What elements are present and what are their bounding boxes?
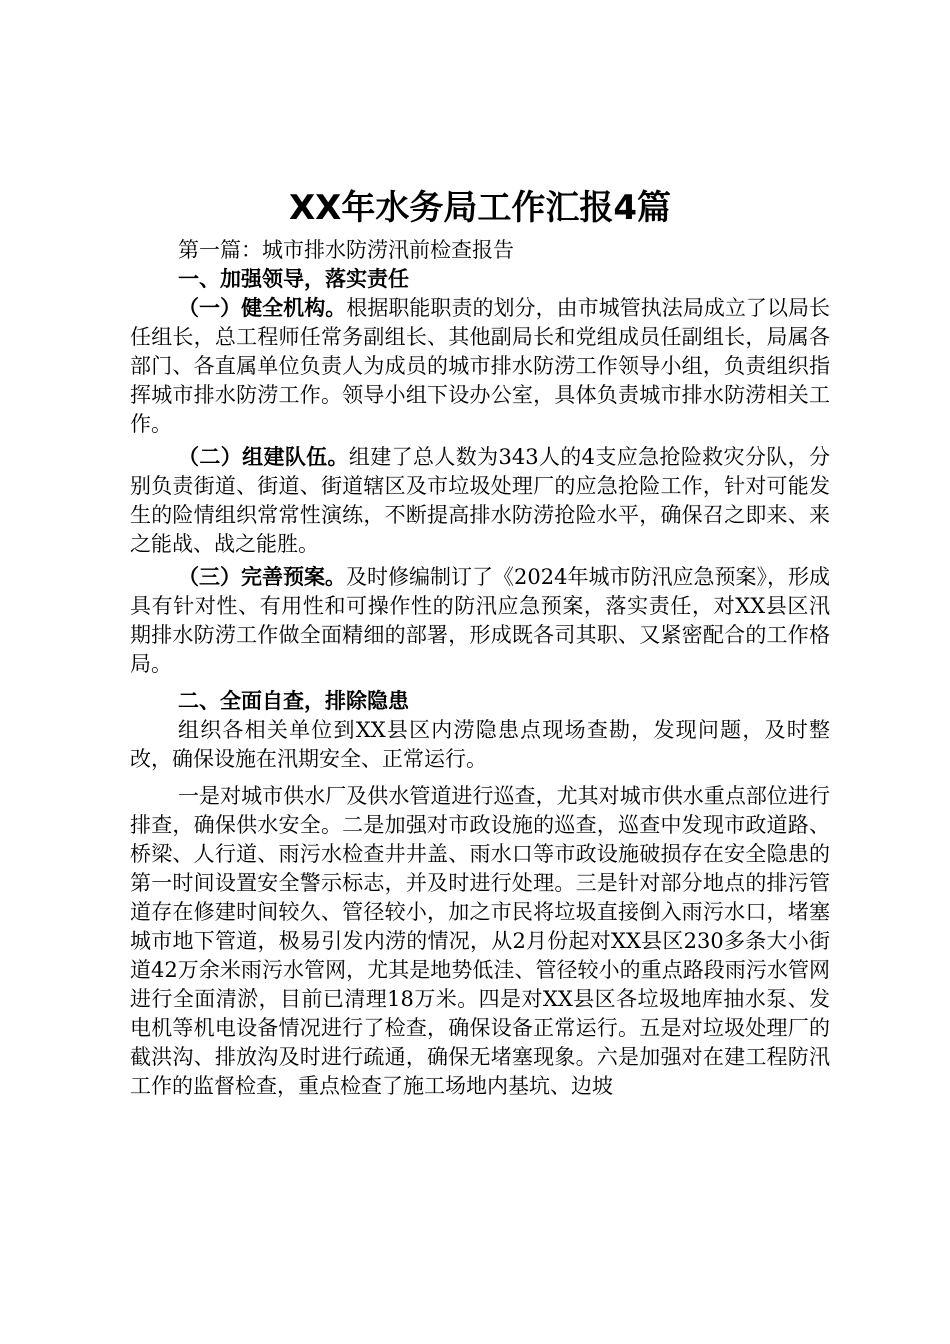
paragraph-text: 组建了总人数为343人的4支应急抢险救灾分队，分别负责街道、街道、街道辖区及市垃圾处理厂的应急抢险工作，针对可能发生的险情组织常常性演练，不断提高排水防涝抢险水平，确保召之即来、来之能战、战之能胜。	[130, 445, 831, 556]
paragraph-text: 及时修编制订了《2024年城市防汛应急预案》，形成具有针对性、有用性和可操作性的防汛应急预案，落实责任，对XX县区汛期排水防涝工作做全面精细的部署，形成既各司其职、又紧密配合的工作格局。	[130, 565, 830, 676]
paragraph-lead: （二）组建队伍。	[178, 445, 349, 469]
paragraph-item-2	[130, 443, 830, 559]
document-page	[130, 180, 830, 1101]
document-subtitle: 第一篇：城市排水防涝汛前检查报告	[178, 238, 514, 262]
paragraph-body-2: 一是对城市供水厂及供水管道进行巡查，尤其对城市供水重点部位进行排查，确保供水安全。二是加强对市政设施的巡查，巡查中发现市政道路、桥梁、人行道、雨污水检查井井盖、雨水口等市政设施破损存在安全隐患的第一时间设置安全警示标志，并及时进行处理。三是针对部分地点的排污管道存在修建时间较久、管径较小，加之市民将垃圾直接倒入雨污水口，堵塞城市地下管道，极易引发内涝的情况，从2月份起对XX县区230多条大小街道42万余米雨污水管网，尤其是地势低洼、管径较小的重点路段雨污水管网进行全面清淤，目前已清理18万米。四是对XX县区各垃圾地库抽水泵、发电机等机电设备情况进行了检查，确保设备正常运行。五是对垃圾处理厂的截洪沟、排放沟及时进行疏通，确保无堵塞现象。六是加强对在建工程防汛工作的监督检查，重点检查了施工场地内基坑、边坡	[130, 784, 830, 1098]
document-title: XX年水务局工作汇报4篇	[288, 188, 672, 228]
section-heading-2: 二、全面自查，排除隐患	[178, 689, 409, 713]
paragraph-lead: （三）完善预案。	[178, 565, 347, 589]
paragraph-lead: （一）健全机构。	[178, 296, 347, 320]
paragraph-text: 根据职能职责的划分，由市城管执法局成立了以局长任组长，总工程师任常务副组长、其他副局长和党组成员任副组长，局属各部门、各直属单位负责人为成员的城市排水防涝工作领导小组，负责组织指挥城市排水防涝工作。领导小组下设办公室，具体负责城市排水防涝相关工作。	[130, 296, 831, 436]
paragraph-body-1: 组织各相关单位到XX县区内涝隐患点现场查勘，发现问题，及时整改，确保设施在汛期安全、正常运行。	[130, 718, 830, 771]
section-heading-1: 一、加强领导，落实责任	[178, 267, 409, 291]
paragraph-item-3	[130, 563, 830, 679]
paragraph-item-1	[130, 294, 830, 439]
